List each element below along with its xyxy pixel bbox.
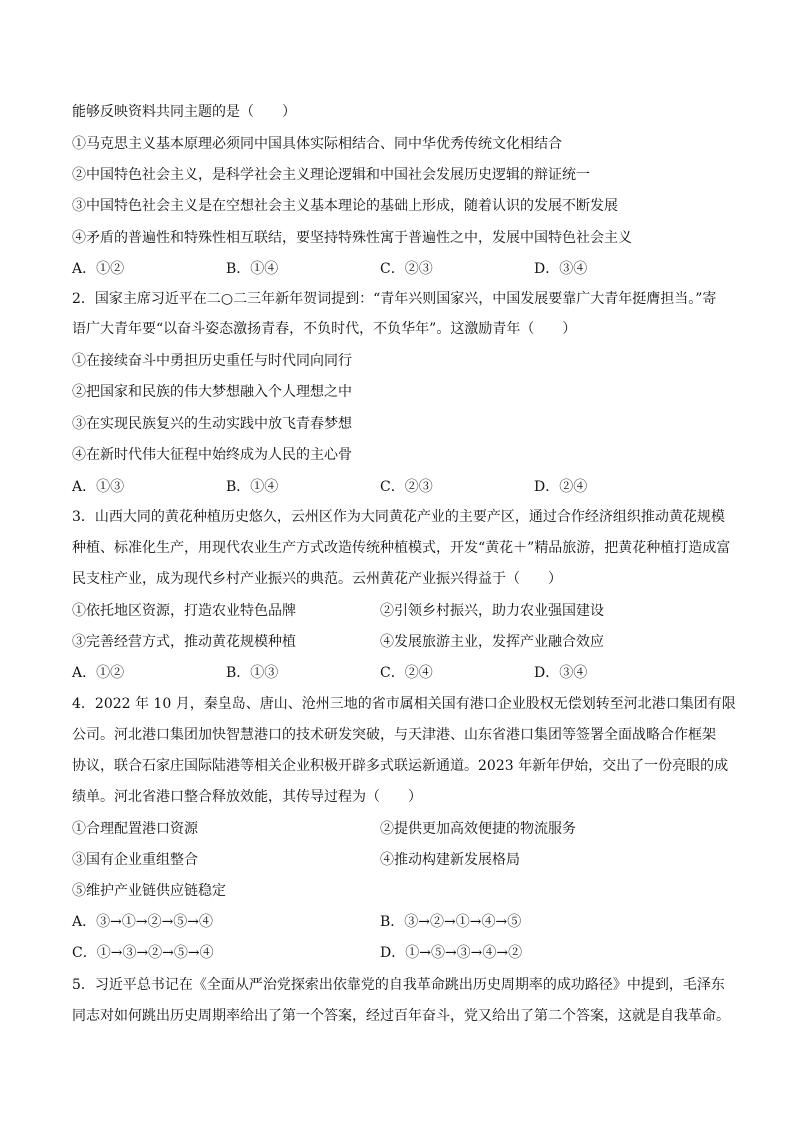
q4-item-2: ②提供更加高效便捷的物流服务 [380, 821, 576, 837]
q4-item-1: ①合理配置港口资源 [72, 821, 198, 837]
q1-stem: 能够反映资料共同主题的是（ ） [72, 104, 296, 120]
q4-item-5: ⑤维护产业链供应链稳定 [72, 883, 226, 899]
q3-option-c[interactable]: C．②④ [380, 665, 433, 681]
q1-option-a[interactable]: A．①② [72, 261, 125, 277]
q3-option-d[interactable]: D．③④ [534, 665, 588, 681]
q3-item-1: ①依托地区资源，打造农业特色品牌 [72, 603, 296, 619]
q1-item-2: ②中国特色社会主义，是科学社会主义理论逻辑和中国社会发展历史逻辑的辩证统一 [72, 167, 590, 183]
q1-option-c[interactable]: C．②③ [380, 261, 433, 277]
q2-option-c[interactable]: C．②③ [380, 479, 433, 495]
q2-item-1: ①在接续奋斗中勇担历史重任与时代同向同行 [72, 353, 352, 369]
q3-stem-line-2: 种植、标准化生产，用现代农业生产方式改造传统种植模式，开发“黄花＋”精品旅游，把黄花种植打造成富 [72, 540, 731, 556]
q5-stem-line-1: 5．习近平总书记在《全面从严治党探索出依靠党的自我革命跳出历史周期率的成功路径》中提到，毛泽东 [72, 977, 725, 993]
q4-stem-line-1: 4．2022 年 10 月，秦皇岛、唐山、沧州三地的省市属相关国有港口企业股权无偿划转至河北港口集团有限 [72, 696, 736, 712]
q2-option-d[interactable]: D．②④ [534, 479, 588, 495]
q4-stem-line-3: 协议，联合石家庄国际陆港等相关企业积极开辟多式联运新通道。2023 年新年伊始，交出了一份亮眼的成 [72, 758, 729, 774]
q2-stem-line-2: 语广大青年要“以奋斗姿态激扬青春，不负时代，不负华年”。这激励青年（ ） [72, 321, 577, 337]
q1-item-4: ④矛盾的普遍性和特殊性相互联结，要坚持特殊性寓于普遍性之中，发展中国特色社会主义 [72, 230, 632, 246]
q2-item-3: ③在实现民族复兴的生动实践中放飞青春梦想 [72, 416, 352, 432]
q2-option-b[interactable]: B．①④ [226, 479, 279, 495]
q2-option-a[interactable]: A．①③ [72, 479, 125, 495]
q4-option-d[interactable]: D．①→⑤→③→④→② [380, 945, 523, 961]
q1-item-1: ①马克思主义基本原理必须同中国具体实际相结合、同中华优秀传统文化相结合 [72, 136, 562, 152]
q3-option-a[interactable]: A．①② [72, 665, 125, 681]
q2-item-2: ②把国家和民族的伟大梦想融入个人理想之中 [72, 384, 352, 400]
q3-stem-line-3: 民支柱产业，成为现代乡村产业振兴的典范。云州黄花产业振兴得益于（ ） [72, 571, 562, 587]
q4-stem-line-4: 绩单。河北省港口整合释放效能，其传导过程为（ ） [72, 789, 422, 805]
q4-option-c[interactable]: C．①→③→②→⑤→④ [72, 945, 214, 961]
q3-item-3: ③完善经营方式，推动黄花规模种植 [72, 634, 296, 650]
q3-option-b[interactable]: B．①③ [226, 665, 279, 681]
q4-stem-line-2: 公司。河北港口集团加快智慧港口的技术研发突破，与天津港、山东省港口集团等签署全面战略合作框架 [72, 727, 716, 743]
q1-option-b[interactable]: B．①④ [226, 261, 279, 277]
q1-item-3: ③中国特色社会主义是在空想社会主义基本理论的基础上形成，随着认识的发展不断发展 [72, 198, 618, 214]
q3-item-4: ④发展旅游主业，发挥产业融合效应 [380, 634, 604, 650]
q3-item-2: ②引领乡村振兴，助力农业强国建设 [380, 603, 604, 619]
q5-stem-line-2: 同志对如何跳出历史周期率给出了第一个答案，经过百年奋斗，党又给出了第二个答案，这就是自我革命。 [72, 1008, 730, 1024]
q4-item-3: ③国有企业重组整合 [72, 852, 198, 868]
q4-option-b[interactable]: B．③→②→①→④→⑤ [380, 914, 522, 930]
q2-item-4: ④在新时代伟大征程中始终成为人民的主心骨 [72, 447, 352, 463]
q4-item-4: ④推动构建新发展格局 [380, 852, 520, 868]
q2-stem-line-1: 2．国家主席习近平在二○二三年新年贺词提到：“青年兴则国家兴，中国发展要靠广大青年挺膺担当。”寄 [72, 291, 717, 307]
q3-stem-line-1: 3．山西大同的黄花种植历史悠久，云州区作为大同黄花产业的主要产区，通过合作经济组织推动黄花规模 [72, 509, 725, 525]
q4-option-a[interactable]: A．③→①→②→⑤→④ [72, 914, 214, 930]
q1-option-d[interactable]: D．③④ [534, 261, 588, 277]
